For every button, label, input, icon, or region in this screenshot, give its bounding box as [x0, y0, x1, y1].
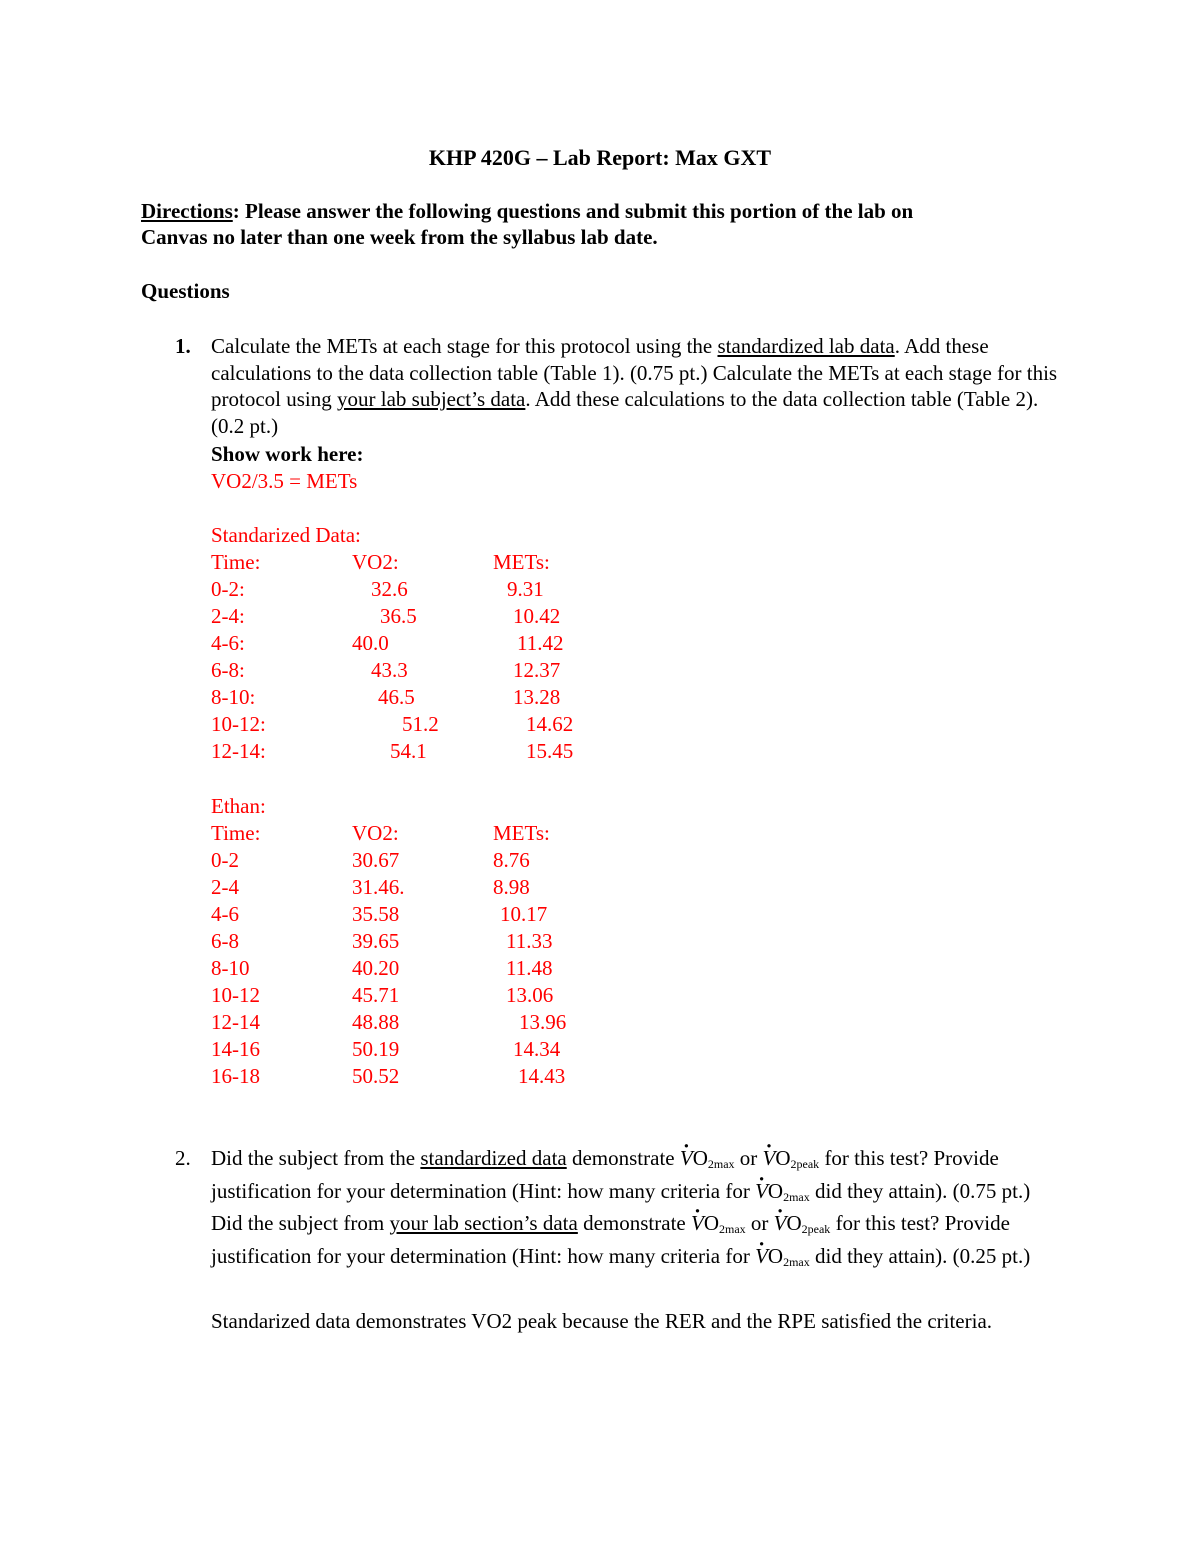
q2-text-7: did they attain). (0.25 pt.)	[809, 1243, 1031, 1268]
subscript-2peak: 2peak	[801, 1222, 831, 1236]
std-col-vo2: VO2:	[352, 550, 399, 574]
ethan-time: 10-12	[211, 983, 260, 1007]
ethan-time: 6-8	[211, 929, 239, 953]
directions-text-2: Canvas no later than one week from the syllabus lab date.	[141, 225, 658, 249]
v-dot-symbol: · V	[774, 1210, 787, 1237]
q2-link-standardized: standardized data	[420, 1146, 567, 1170]
ethan-col-vo2: VO2:	[352, 821, 399, 845]
std-vo2: 51.2	[402, 712, 439, 736]
ethan-mets: 8.76	[493, 848, 530, 872]
directions-text-1: : Please answer the following questions and submit this portion of the lab on	[232, 199, 914, 223]
formula: VO2/3.5 = METs	[211, 469, 358, 493]
ethan-vo2: 48.88	[352, 1010, 400, 1034]
q2-text-4: did they attain). (0.75 pt.) Did the subject from	[211, 1178, 1031, 1235]
std-mets: 12.37	[513, 658, 561, 682]
page-title: KHP 420G – Lab Report: Max GXT	[428, 145, 772, 170]
std-vo2: 36.5	[380, 604, 417, 628]
q1-link-subject: your lab subject’s data	[337, 387, 526, 411]
ethan-time: 14-16	[211, 1037, 260, 1061]
q1-text-c: . Add these calculations to the data collection table (Table 2). (0.2 pt.)	[211, 387, 1039, 438]
std-time: 2-4:	[211, 604, 245, 628]
std-time: 6-8:	[211, 658, 245, 682]
std-vo2: 43.3	[371, 658, 408, 682]
ethan-mets: 13.06	[506, 983, 554, 1007]
subscript-2max: 2max	[783, 1189, 810, 1204]
q2-text-5: demonstrate	[577, 1211, 691, 1235]
ethan-time: 4-6	[211, 902, 239, 926]
subscript-2max: 2max	[707, 1157, 735, 1171]
ethan-vo2: 31.46.	[352, 875, 405, 899]
std-vo2: 54.1	[390, 739, 427, 763]
o-symbol: O	[786, 1211, 802, 1235]
subscript-2max: 2max	[783, 1254, 810, 1269]
ethan-vo2: 30.67	[352, 848, 400, 872]
directions	[141, 198, 1071, 250]
ethan-vo2: 39.65	[352, 929, 400, 953]
standardized-heading: Standarized Data:	[211, 523, 361, 547]
std-col-time: Time:	[211, 550, 261, 574]
ethan-vo2: 50.52	[352, 1064, 400, 1088]
ethan-mets: 11.33	[506, 929, 553, 953]
std-mets: 13.28	[513, 685, 561, 709]
ethan-mets: 14.34	[513, 1037, 561, 1061]
q2-text-1: Did the subject from the	[211, 1146, 421, 1170]
std-vo2: 32.6	[371, 577, 408, 601]
std-time: 8-10:	[211, 685, 256, 709]
v-dot-symbol: · V	[680, 1145, 693, 1172]
o-symbol: O	[703, 1211, 719, 1235]
ethan-mets: 8.98	[493, 875, 530, 899]
ethan-vo2: 35.58	[352, 902, 400, 926]
v-dot-symbol: · V	[755, 1178, 768, 1205]
q1-number: 1.	[175, 334, 191, 358]
std-time: 12-14:	[211, 739, 266, 763]
o-symbol: O	[767, 1178, 784, 1203]
std-time: 4-6:	[211, 631, 245, 655]
v-dot-symbol: · V	[755, 1243, 768, 1270]
ethan-time: 0-2	[211, 848, 239, 872]
show-work-label: Show work here:	[211, 442, 364, 466]
std-mets: 14.62	[526, 712, 574, 736]
std-vo2: 40.0	[352, 631, 389, 655]
ethan-vo2: 45.71	[352, 983, 400, 1007]
std-col-mets: METs:	[493, 550, 550, 574]
o-symbol: O	[692, 1146, 708, 1170]
ethan-vo2: 50.19	[352, 1037, 400, 1061]
q1-text-a: Calculate the METs at each stage for this protocol using the	[211, 334, 718, 358]
ethan-vo2: 40.20	[352, 956, 400, 980]
ethan-mets: 11.48	[506, 956, 553, 980]
std-vo2: 46.5	[378, 685, 415, 709]
std-mets: 10.42	[513, 604, 561, 628]
q1-link-standardized: standardized lab data	[717, 334, 895, 358]
ethan-col-mets: METs:	[493, 821, 550, 845]
std-mets: 15.45	[526, 739, 574, 763]
ethan-mets: 10.17	[500, 902, 548, 926]
q2-text-6: for this test? Provide justification for your determination (Hint: how many criteria for	[211, 1211, 1010, 1268]
q2-text-2: demonstrate	[566, 1146, 680, 1170]
q2-link-section: your lab section’s data	[389, 1211, 578, 1235]
std-mets: 9.31	[507, 577, 544, 601]
ethan-mets: 14.43	[518, 1064, 566, 1088]
directions-label: Directions	[141, 199, 233, 223]
q2-or: or	[734, 1146, 763, 1170]
std-time: 0-2:	[211, 577, 245, 601]
q2-text	[211, 1145, 1061, 1275]
v-dot-symbol: · V	[763, 1145, 776, 1172]
subscript-2max: 2max	[718, 1222, 746, 1236]
v-dot-symbol: · V	[691, 1210, 704, 1237]
ethan-col-time: Time:	[211, 821, 261, 845]
q2-or: or	[745, 1211, 774, 1235]
q2-number: 2.	[175, 1146, 191, 1170]
q1-text	[211, 333, 1061, 439]
ethan-mets: 13.96	[519, 1010, 567, 1034]
subscript-2peak: 2peak	[790, 1157, 820, 1171]
std-time: 10-12:	[211, 712, 266, 736]
o-symbol: O	[767, 1243, 784, 1268]
ethan-time: 2-4	[211, 875, 239, 899]
q2-answer: Standarized data demonstrates VO2 peak because the RER and the RPE satisfied the criteria.	[211, 1309, 993, 1333]
ethan-time: 8-10	[211, 956, 250, 980]
questions-heading: Questions	[141, 279, 230, 303]
ethan-time: 12-14	[211, 1010, 260, 1034]
q2-text-3: for this test? Provide justification for your determination (Hint: how many criteria for	[211, 1146, 999, 1203]
q1-text-b: . Add these calculations to the data collection table (Table 1). (0.75 pt.) Calculate the METs at each stage for this protocol using	[211, 334, 1058, 411]
o-symbol: O	[775, 1146, 791, 1170]
ethan-heading: Ethan:	[211, 794, 266, 818]
ethan-time: 16-18	[211, 1064, 260, 1088]
std-mets: 11.42	[517, 631, 564, 655]
